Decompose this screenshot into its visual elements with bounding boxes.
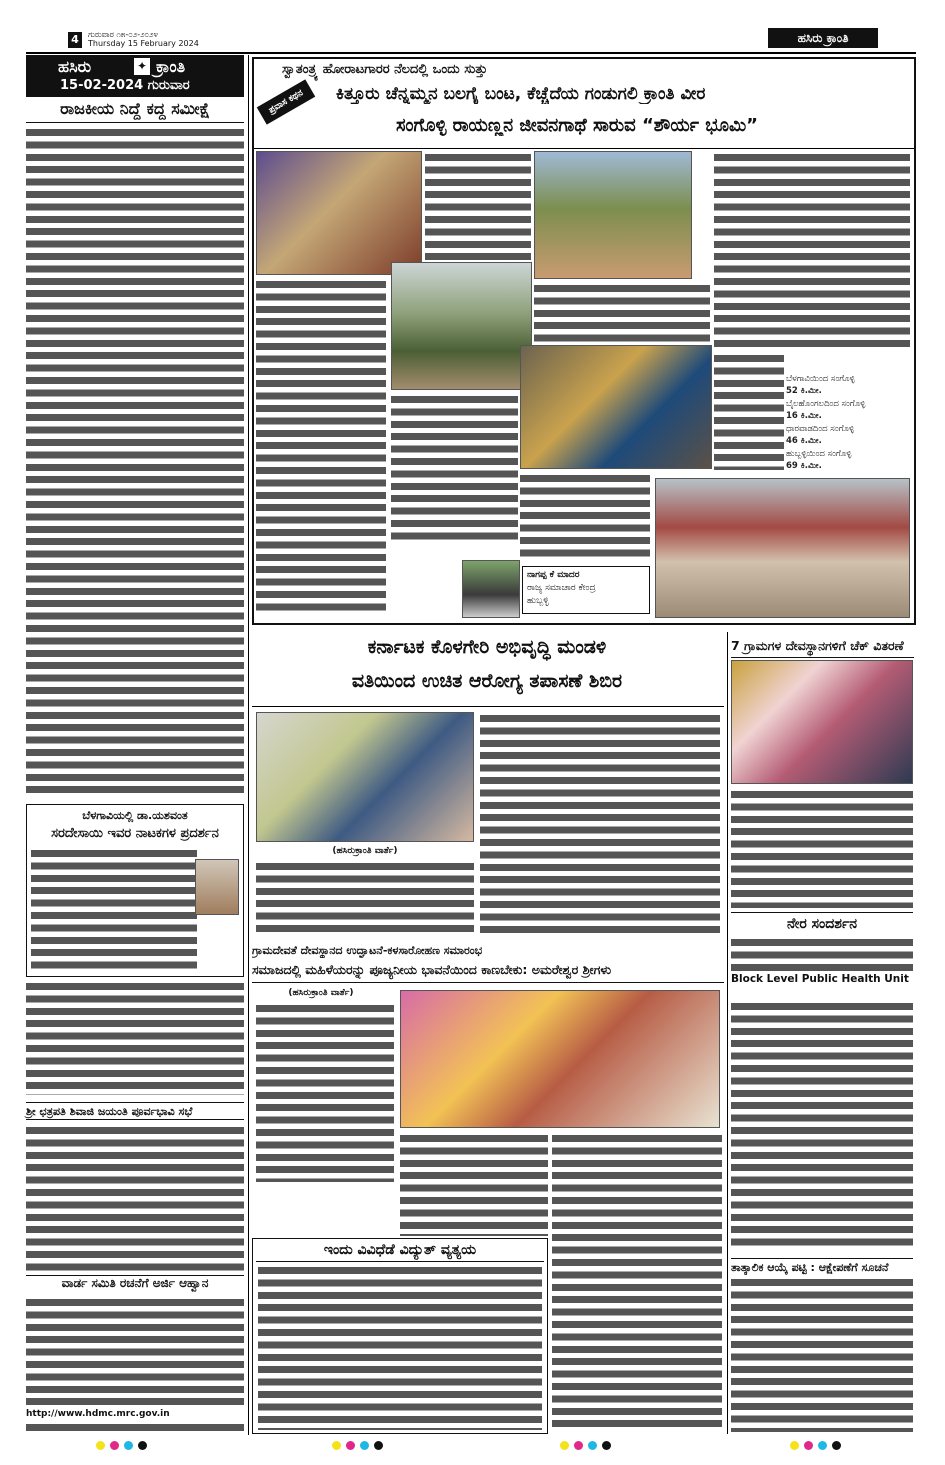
kittur-col-4 <box>714 151 910 347</box>
health-camp-headline-2: ವತಿಯಿಂದ ಉಚಿತ ಆರೋಗ್ಯ ತಪಾಸಣೆ ಶಿಬಿರ <box>351 670 623 692</box>
rooster-logo-icon: ✦ <box>134 58 150 75</box>
temple-cheque-body <box>731 788 913 908</box>
kittur-col-3b <box>520 472 650 557</box>
masthead-date: 15-02-2024 ಗುರುವಾರ <box>60 78 190 93</box>
page-number: 4 <box>68 32 82 48</box>
election-headline: ರಾಜಕೀಯ ನಿದ್ದೆ ಕದ್ದ ಸಮೀಕ್ಷೆ <box>26 99 244 123</box>
distance-km: 52 ಕಿ.ಮೀ. <box>786 386 822 396</box>
column-separator <box>248 55 249 1435</box>
health-camp-col-2 <box>480 712 720 936</box>
shivaji-headline: ಶ್ರೀ ಛತ್ರಪತಿ ಶಿವಾಜಿ ಜಯಂತಿ ಪೂರ್ವಭಾವಿ ಸಭೆ <box>26 1102 244 1120</box>
playwright-photo <box>195 859 239 915</box>
ward-headline: ವಾರ್ಡ ಸಮಿತಿ ರಚನೆಗೆ ಅರ್ಜಿ ಆಹ್ವಾನ <box>26 1275 244 1293</box>
amareshwar-kicker: ಗ್ರಾಮದೇವತೆ ದೇವಸ್ಥಾನದ ಉದ್ಘಾಟನೆ-ಕಳಸಾರೋಹಣ ಸಮಾರಂಭ <box>252 944 483 957</box>
direct-interaction-headline: ನೇರ ಸಂದರ್ಶನ <box>731 912 913 932</box>
drama-body-top <box>31 847 239 971</box>
ward-body <box>26 1296 244 1434</box>
kittur-badge: ಪ್ರವಾಸ ಕಥನ <box>257 79 315 124</box>
kittur-headline-rule <box>254 148 914 149</box>
masthead-name-right: ಕ್ರಾಂತಿ <box>156 57 186 76</box>
direct-interaction-body <box>731 936 913 1246</box>
registration-marks-1 <box>96 1441 176 1453</box>
election-body <box>26 126 244 798</box>
anganwadi-headline: ತಾತ್ಕಾಲಿಕ ಆಯ್ಕೆ ಪಟ್ಟಿ : ಆಕ್ಷೇಪಣೆಗೆ ಸೂಚನೆ <box>731 1258 913 1275</box>
drama-headline: ಸರದೇಸಾಯಿ ಇವರ ನಾಟಕಗಳ ಪ್ರದರ್ಶನ <box>51 826 219 841</box>
distance-km: 69 ಕಿ.ಮೀ. <box>786 461 822 471</box>
kittur-headline-2: ಸಂಗೊಳ್ಳಿ ರಾಯಣ್ಣನ ಜೀವನಗಾಥೆ ಸಾರುವ “ಶೌರ್ಯ ಭೂಮಿ” <box>396 115 759 136</box>
shivaji-body <box>26 1124 244 1272</box>
health-camp-dateline: (ಹಸಿರುಕ್ರಾಂತಿ ವಾರ್ತೆ) <box>332 846 398 856</box>
registration-marks-3 <box>560 1441 640 1453</box>
amareshwar-dateline: (ಹಸಿರುಕ್ರಾಂತಿ ವಾರ್ತೆ) <box>288 988 354 998</box>
column-separator-right <box>727 632 728 1434</box>
header-date-en: Thursday 15 February 2024 <box>88 39 199 48</box>
health-camp-col-1 <box>256 860 474 936</box>
anganwadi-body <box>731 1276 913 1432</box>
health-camp-rule <box>252 706 724 707</box>
temple-cheque-headline: 7 ಗ್ರಾಮಗಳ ದೇವಸ್ಥಾನಗಳಿಗೆ ಚೆಕ್ ವಿತರಣೆ <box>731 638 914 658</box>
author-byline <box>522 566 650 614</box>
ward-website-link[interactable]: http://www.hdmc.mrc.gov.in <box>26 1409 170 1419</box>
top-header <box>68 28 878 50</box>
amareshwar-col-2 <box>400 1132 548 1236</box>
kittur-kicker: ಸ್ವಾತಂತ್ರ್ಯ ಹೋರಾಟಗಾರರ ನೆಲದಲ್ಲಿ ಒಂದು ಸುತ್ತು <box>282 62 488 77</box>
drama-box <box>26 804 244 977</box>
distance-km: 16 ಕಿ.ಮೀ. <box>786 411 822 421</box>
distance-km: 46 ಕಿ.ಮೀ. <box>786 436 822 446</box>
distance-row: ಬೈಲಹೊಂಗಲದಿಂದ ಸಂಗೊಳ್ಳಿ <box>786 399 866 409</box>
amareshwar-col-3 <box>552 1132 722 1432</box>
amareshwar-col-1 <box>256 1002 394 1182</box>
kittur-photo-performance <box>391 262 532 390</box>
masthead-name-left: ಹಸಿರು <box>58 57 92 76</box>
distance-row: ಬೆಳಗಾವಿಯಿಂದ ಸಂಗೊಳ್ಳಿ <box>786 374 855 384</box>
drama-kicker: ಬೆಳಗಾವಿಯಲ್ಲಿ ಡಾ.ಯಶವಂತ <box>82 809 188 822</box>
distance-row: ಹುಬ್ಬಳ್ಳಿಯಿಂದ ಸಂಗೊಳ್ಳಿ <box>786 449 852 459</box>
header-date-local: ಗುರುವಾರ ೧೫-೦೨-೨೦೨೪ <box>88 30 158 39</box>
author-name: ನಾಗಪ್ಪ ಕೆ ಮಾದರ <box>527 570 580 580</box>
registration-marks-4 <box>790 1441 870 1453</box>
temple-cheque-photo <box>731 660 913 784</box>
distance-row: ಧಾರವಾಡದಿಂದ ಸಂಗೊಳ್ಳಿ <box>786 424 855 434</box>
kittur-col-2b <box>391 393 518 543</box>
kittur-photo-selfie <box>520 345 712 469</box>
kittur-col-1 <box>256 278 386 616</box>
direct-interaction-highlight: Block Level Public Health Unit <box>731 973 909 985</box>
kittur-col-2a <box>425 151 531 261</box>
kittur-col-3a <box>534 282 710 342</box>
registration-marks-2 <box>332 1441 412 1453</box>
header-rule <box>26 52 916 54</box>
kittur-col-5 <box>714 352 784 470</box>
header-paper-name: ಹಸಿರು ಕ್ರಾಂತಿ <box>768 28 878 48</box>
author-photo <box>462 560 520 618</box>
amareshwar-headline: ಸಮಾಜದಲ್ಲಿ ಮಹಿಳೆಯರನ್ನು ಪೂಜ್ಯನೀಯ ಭಾವನೆಯಿಂದ ಕಾಣಬೇಕು: ಅಮರೇಶ್ವರ ಶ್ರೀಗಳು <box>252 962 724 983</box>
drama-body <box>26 980 244 1095</box>
power-cut-body <box>258 1264 542 1430</box>
distance-table <box>786 352 912 470</box>
kittur-photo-statues <box>256 151 422 275</box>
author-org: ರಾಜ್ಯ ಸಮಾಚಾರ ಕೇಂದ್ರ <box>527 583 596 593</box>
health-camp-headline-1: ಕರ್ನಾಟಕ ಕೊಳಗೇರಿ ಅಭಿವೃದ್ಧಿ ಮಂಡಳಿ <box>367 636 607 658</box>
kittur-photo-courtyard <box>534 151 692 279</box>
amareshwar-photo <box>400 990 720 1128</box>
masthead-box <box>26 55 244 97</box>
kittur-headline-1: ಕಿತ್ತೂರು ಚೆನ್ನಮ್ಮನ ಬಲಗೈ ಬಂಟ, ಕೆಚ್ಚೆದೆಯ ಗಂಡುಗಲಿ ಕ್ರಾಂತಿ ವೀರ <box>336 84 706 104</box>
kittur-photo-fort <box>655 478 910 618</box>
author-city: ಹುಬ್ಬಳ್ಳಿ <box>527 596 549 606</box>
power-cut-headline: ಇಂದು ವಿವಿಧೆಡೆ ವಿದ್ಯುತ್ ವ್ಯತ್ಯಯ <box>256 1242 544 1262</box>
health-camp-photo <box>256 712 474 842</box>
